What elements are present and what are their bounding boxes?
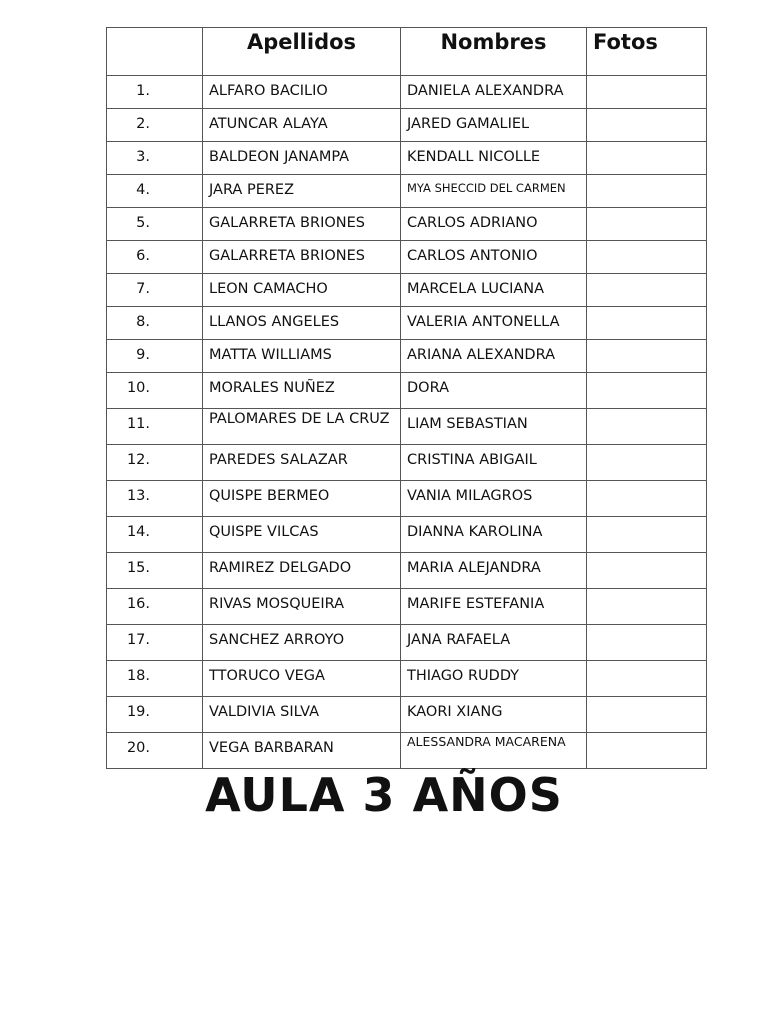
nombres-cell: VANIA MILAGROS — [401, 481, 587, 517]
apellidos-cell: GALARRETA BRIONES — [203, 241, 401, 274]
fotos-cell — [587, 175, 707, 208]
nombres-cell: ARIANA ALEXANDRA — [401, 340, 587, 373]
table-row — [107, 76, 707, 109]
fotos-cell — [587, 481, 707, 517]
apellidos-cell: VEGA BARBARAN — [203, 733, 401, 769]
nombres-cell: ALESSANDRA MACARENA — [401, 733, 587, 769]
fotos-cell — [587, 109, 707, 142]
page-title: AULA 3 AÑOS — [205, 768, 563, 822]
nombres-cell: JANA RAFAELA — [401, 625, 587, 661]
apellidos-cell: MATTA WILLIAMS — [203, 340, 401, 373]
row-number: 5. — [107, 208, 203, 241]
nombres-cell: VALERIA ANTONELLA — [401, 307, 587, 340]
nombres-cell: MARIA ALEJANDRA — [401, 553, 587, 589]
apellidos-cell: JARA PEREZ — [203, 175, 401, 208]
table-row — [107, 481, 707, 517]
nombres-cell: LIAM SEBASTIAN — [401, 409, 587, 445]
apellidos-cell: ATUNCAR ALAYA — [203, 109, 401, 142]
fotos-cell — [587, 373, 707, 409]
row-number: 3. — [107, 142, 203, 175]
fotos-cell — [587, 208, 707, 241]
apellidos-cell: QUISPE VILCAS — [203, 517, 401, 553]
nombres-cell: THIAGO RUDDY — [401, 661, 587, 697]
table-row — [107, 517, 707, 553]
apellidos-cell: VALDIVIA SILVA — [203, 697, 401, 733]
nombres-cell: DIANNA KAROLINA — [401, 517, 587, 553]
table-row — [107, 589, 707, 625]
nombres-cell: DANIELA ALEXANDRA — [401, 76, 587, 109]
apellidos-cell: SANCHEZ ARROYO — [203, 625, 401, 661]
apellidos-cell: LLANOS ANGELES — [203, 307, 401, 340]
row-number: 6. — [107, 241, 203, 274]
header-nombres: Nombres — [401, 28, 587, 76]
fotos-cell — [587, 589, 707, 625]
fotos-cell — [587, 661, 707, 697]
fotos-cell — [587, 517, 707, 553]
row-number: 15. — [107, 553, 203, 589]
nombres-cell: CRISTINA ABIGAIL — [401, 445, 587, 481]
nombres-cell: MARIFE ESTEFANIA — [401, 589, 587, 625]
apellidos-cell: QUISPE BERMEO — [203, 481, 401, 517]
table-row — [107, 241, 707, 274]
fotos-cell — [587, 76, 707, 109]
table-row — [107, 373, 707, 409]
row-number: 7. — [107, 274, 203, 307]
row-number: 11. — [107, 409, 203, 445]
row-number: 4. — [107, 175, 203, 208]
nombres-cell: KENDALL NICOLLE — [401, 142, 587, 175]
row-number: 1. — [107, 76, 203, 109]
apellidos-cell: RIVAS MOSQUEIRA — [203, 589, 401, 625]
table-row — [107, 625, 707, 661]
fotos-cell — [587, 733, 707, 769]
table-row — [107, 409, 707, 445]
header-number — [107, 28, 203, 76]
header-row — [107, 28, 707, 76]
table-row — [107, 661, 707, 697]
apellidos-cell: ALFARO BACILIO — [203, 76, 401, 109]
fotos-cell — [587, 340, 707, 373]
student-roster-table — [106, 27, 707, 769]
apellidos-cell: MORALES NUÑEZ — [203, 373, 401, 409]
table-row — [107, 697, 707, 733]
table-row — [107, 142, 707, 175]
nombres-cell: CARLOS ANTONIO — [401, 241, 587, 274]
row-number: 17. — [107, 625, 203, 661]
row-number: 16. — [107, 589, 203, 625]
apellidos-cell: RAMIREZ DELGADO — [203, 553, 401, 589]
table-row — [107, 274, 707, 307]
fotos-cell — [587, 625, 707, 661]
row-number: 12. — [107, 445, 203, 481]
table-row — [107, 109, 707, 142]
table-row — [107, 733, 707, 769]
apellidos-cell: BALDEON JANAMPA — [203, 142, 401, 175]
row-number: 19. — [107, 697, 203, 733]
apellidos-cell: GALARRETA BRIONES — [203, 208, 401, 241]
table-row — [107, 307, 707, 340]
apellidos-cell: PALOMARES DE LA CRUZ — [203, 409, 401, 445]
fotos-cell — [587, 697, 707, 733]
apellidos-cell: LEON CAMACHO — [203, 274, 401, 307]
table-row — [107, 340, 707, 373]
nombres-cell: JARED GAMALIEL — [401, 109, 587, 142]
nombres-cell: MARCELA LUCIANA — [401, 274, 587, 307]
table-body — [107, 76, 707, 769]
fotos-cell — [587, 274, 707, 307]
table-row — [107, 175, 707, 208]
nombres-cell: MYA SHECCID DEL CARMEN — [401, 175, 587, 208]
table-row — [107, 553, 707, 589]
row-number: 14. — [107, 517, 203, 553]
row-number: 9. — [107, 340, 203, 373]
fotos-cell — [587, 445, 707, 481]
row-number: 20. — [107, 733, 203, 769]
fotos-cell — [587, 553, 707, 589]
table-header — [107, 28, 707, 76]
fotos-cell — [587, 241, 707, 274]
table-row — [107, 445, 707, 481]
apellidos-cell: PAREDES SALAZAR — [203, 445, 401, 481]
fotos-cell — [587, 307, 707, 340]
row-number: 18. — [107, 661, 203, 697]
apellidos-cell: TTORUCO VEGA — [203, 661, 401, 697]
nombres-cell: KAORI XIANG — [401, 697, 587, 733]
nombres-cell: CARLOS ADRIANO — [401, 208, 587, 241]
row-number: 2. — [107, 109, 203, 142]
header-fotos: Fotos — [587, 28, 707, 76]
row-number: 8. — [107, 307, 203, 340]
header-apellidos: Apellidos — [203, 28, 401, 76]
row-number: 13. — [107, 481, 203, 517]
nombres-cell: DORA — [401, 373, 587, 409]
fotos-cell — [587, 142, 707, 175]
row-number: 10. — [107, 373, 203, 409]
fotos-cell — [587, 409, 707, 445]
table-row — [107, 208, 707, 241]
